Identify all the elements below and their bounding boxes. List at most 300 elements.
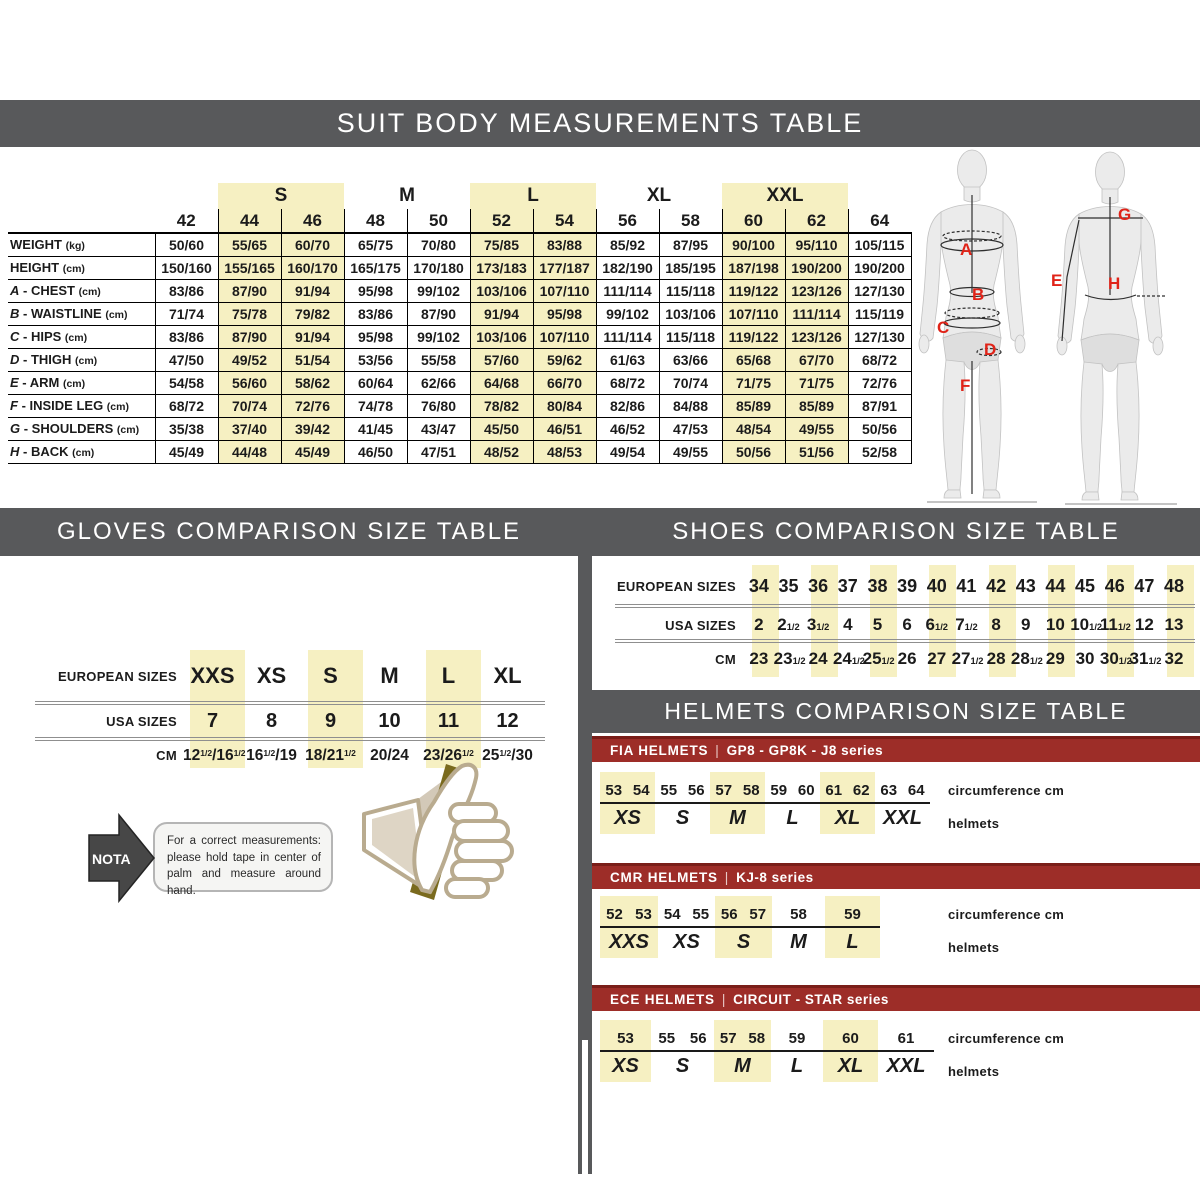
helmet-size-label: XL (834, 806, 861, 829)
suit-value-cell: 50/56 (848, 417, 911, 440)
helmet-circumference-value: 57 (715, 781, 733, 799)
shoes-value-cell: 21/2 (777, 615, 800, 634)
helmet-circumference-values (710, 778, 765, 802)
shoes-value-cell: 271/2 (951, 649, 984, 668)
suit-value-cell: 41/45 (344, 417, 407, 440)
gloves-value-cell: XXS (190, 663, 235, 688)
suit-row-label: C - HIPS (cm) (8, 325, 155, 348)
suit-value-cell: 83/86 (155, 279, 218, 302)
shoes-value-cell: 2 (754, 615, 764, 634)
suit-value-cell: 91/94 (470, 302, 533, 325)
suit-table-row (8, 371, 911, 394)
helmet-circumference-value: 53 (635, 905, 652, 923)
suit-value-cell: 99/102 (596, 302, 659, 325)
suit-value-cell: 87/90 (407, 302, 470, 325)
shoes-value-cell: 46 (1104, 575, 1125, 596)
suit-value-cell: 65/75 (344, 233, 407, 256)
suit-size-header: 56 (596, 209, 659, 233)
suit-value-cell: 46/51 (533, 417, 596, 440)
gloves-row-label: USA SIZES (106, 714, 177, 729)
gloves-value-cell: 9 (324, 710, 337, 732)
shoes-value-cell: 231/2 (773, 649, 806, 668)
suit-value-cell: 103/106 (470, 279, 533, 302)
suit-value-cell: 60/64 (344, 371, 407, 394)
helmet-circumference-value: 54 (632, 781, 650, 799)
suit-value-cell: 83/86 (155, 325, 218, 348)
suit-value-cell: 127/130 (848, 279, 911, 302)
suit-table-row (8, 417, 911, 440)
shoes-value-cell: 4 (843, 615, 853, 634)
helmet-series-bar (592, 736, 1200, 762)
helmet-circumference-values (765, 778, 820, 802)
gloves-value-cell: 20/24 (370, 746, 409, 764)
suit-value-cell: 78/82 (470, 394, 533, 417)
helmets-label: helmets (948, 1064, 1000, 1079)
helmet-size-label: XL (837, 1054, 864, 1077)
helmet-series-name: ECE HELMETS (610, 992, 715, 1007)
helmet-circumference-value: 54 (663, 905, 681, 923)
suit-value-cell: 83/86 (344, 302, 407, 325)
gloves-value-cell: $25^{1/2}/30$ (482, 746, 533, 764)
shoes-value-cell: 5 (872, 615, 883, 634)
suit-value-cell: 190/200 (848, 256, 911, 279)
helmet-size-label: XXL (886, 1054, 926, 1077)
helmet-circumference-value: 55 (660, 781, 678, 799)
gloves-value-cell: L (441, 663, 456, 688)
helmet-circumference-value: 58 (748, 1029, 766, 1047)
suit-size-header: 58 (659, 209, 722, 233)
helmet-circumference-values (878, 1026, 934, 1050)
shoes-value-cell: 31/2 (806, 615, 830, 634)
suit-row-label: D - THIGH (cm) (8, 348, 155, 371)
suit-size-group: L (470, 183, 596, 209)
suit-value-cell: 59/62 (533, 348, 596, 371)
helmet-circumference-values (651, 1026, 714, 1050)
suit-value-cell: 107/110 (533, 325, 596, 348)
suit-value-cell: 155/165 (218, 256, 281, 279)
svg-text:D: D (984, 340, 997, 359)
shoes-row-label: CM (715, 651, 736, 667)
helmet-series-name: FIA HELMETS (610, 743, 709, 758)
suit-value-cell: 47/50 (155, 348, 218, 371)
helmet-circumference-value: 56 (687, 781, 705, 799)
helmet-size-label: S (736, 930, 751, 953)
suit-value-cell: 70/80 (407, 233, 470, 256)
shoes-value-cell: 45 (1075, 575, 1096, 596)
nota-text-box: For a correct measurements: please hold tape in center of palm and measure around hand. (153, 822, 333, 892)
suit-value-cell: 85/92 (596, 233, 659, 256)
suit-table-row (8, 279, 911, 302)
helmet-series-pipe: | (715, 743, 720, 758)
helmet-circumference-value: 64 (907, 781, 925, 799)
gloves-separator (35, 737, 545, 741)
helmet-circumference-value: 58 (742, 781, 760, 799)
suit-value-cell: 49/54 (596, 440, 659, 463)
svg-text:G: G (1118, 205, 1132, 224)
suit-size-header: 44 (218, 209, 281, 233)
suit-value-cell: 64/68 (470, 371, 533, 394)
suit-value-cell: 84/88 (659, 394, 722, 417)
helmet-series-name: CMR HELMETS (610, 870, 718, 885)
svg-text:C: C (937, 318, 950, 337)
shoes-value-cell: 13 (1164, 615, 1184, 634)
suit-value-cell: 123/126 (785, 325, 848, 348)
suit-value-cell: 44/48 (218, 440, 281, 463)
suit-value-cell: 99/102 (407, 279, 470, 302)
gloves-value-cell: S (323, 663, 338, 688)
suit-value-cell: 173/183 (470, 256, 533, 279)
suit-table-row (8, 440, 911, 463)
shoes-value-cell: 9 (1021, 615, 1031, 634)
suit-value-cell: 46/50 (344, 440, 407, 463)
suit-value-cell: 85/89 (722, 394, 785, 417)
suit-header-blank (8, 209, 155, 233)
gloves-value-cell: $18/21^{1/2}$ (305, 746, 356, 764)
circumference-cm-label: circumference cm (948, 783, 1065, 798)
helmet-circumference-value: 62 (852, 781, 870, 799)
suit-value-cell: 45/49 (155, 440, 218, 463)
gloves-title: GLOVES COMPARISON SIZE TABLE (56, 518, 522, 545)
suit-value-cell: 87/95 (659, 233, 722, 256)
suit-value-cell: 95/110 (785, 233, 848, 256)
suit-value-cell: 165/175 (344, 256, 407, 279)
suit-value-cell: 177/187 (533, 256, 596, 279)
shoes-value-cell: 27 (927, 649, 947, 668)
suit-value-cell: 68/72 (848, 348, 911, 371)
circumference-cm-label: circumference cm (948, 1031, 1065, 1046)
suit-value-cell: 87/90 (218, 325, 281, 348)
helmet-series-pipe: | (724, 870, 730, 885)
suit-value-cell: 115/118 (659, 279, 722, 302)
suit-size-header: 48 (344, 209, 407, 233)
suit-row-label: A - CHEST (cm) (8, 279, 155, 302)
gloves-value-cell: 8 (265, 710, 278, 732)
helmet-size-label: L (790, 1054, 804, 1077)
gloves-value-cell: M (380, 663, 399, 688)
section-divider (578, 508, 592, 1174)
shoes-value-cell: 28 (986, 649, 1006, 668)
shoes-title: SHOES COMPARISON SIZE TABLE (672, 518, 1120, 545)
shoes-value-cell: 23 (749, 649, 769, 668)
shoes-value-cell: 37 (837, 575, 858, 596)
suit-row-label: B - WAISTLINE (cm) (8, 302, 155, 325)
suit-value-cell: 46/52 (596, 417, 659, 440)
helmet-circumference-value: 57 (719, 1029, 737, 1047)
helmet-underline (600, 926, 880, 928)
suit-value-cell: 83/88 (533, 233, 596, 256)
suit-value-cell: 61/63 (596, 348, 659, 371)
suit-value-cell: 127/130 (848, 325, 911, 348)
suit-value-cell: 82/86 (596, 394, 659, 417)
suit-value-cell: 50/56 (722, 440, 785, 463)
suit-header-blank (8, 183, 155, 209)
gloves-value-cell: 12 (496, 710, 519, 732)
suit-value-cell: 72/76 (281, 394, 344, 417)
suit-value-cell: 75/85 (470, 233, 533, 256)
gloves-value-cell: 7 (206, 710, 219, 732)
helmet-circumference-value: 61 (897, 1029, 915, 1047)
suit-value-cell: 90/100 (722, 233, 785, 256)
helmet-circumference-values (655, 778, 710, 802)
helmet-size-label: XXS (608, 930, 650, 953)
suit-value-cell: 80/84 (533, 394, 596, 417)
suit-value-cell: 79/82 (281, 302, 344, 325)
suit-table-row (8, 233, 911, 256)
helmet-circumference-value: 56 (689, 1029, 707, 1047)
suit-value-cell: 70/74 (218, 394, 281, 417)
suit-value-cell: 39/42 (281, 417, 344, 440)
helmet-circumference-value: 56 (720, 905, 738, 923)
helmet-circumference-values (772, 902, 825, 926)
suit-value-cell: 68/72 (155, 394, 218, 417)
suit-value-cell: 74/78 (344, 394, 407, 417)
helmet-circumference-values (825, 902, 880, 926)
suit-value-cell: 103/106 (470, 325, 533, 348)
shoes-separator (615, 604, 1195, 608)
suit-value-cell: 103/106 (659, 302, 722, 325)
suit-value-cell: 54/58 (155, 371, 218, 394)
svg-text:H: H (1108, 274, 1121, 293)
helmet-circumference-value: 60 (842, 1029, 859, 1047)
helmet-series-bar (592, 985, 1200, 1011)
suit-value-cell: 91/94 (281, 325, 344, 348)
shoes-row (592, 610, 1200, 640)
helmet-circumference-value: 59 (770, 781, 788, 799)
shoes-value-cell: 42 (986, 575, 1007, 596)
suit-value-cell: 119/122 (722, 279, 785, 302)
suit-size-group (848, 183, 911, 209)
suit-value-cell: 190/200 (785, 256, 848, 279)
suit-table-row (8, 256, 911, 279)
suit-size-header: 62 (785, 209, 848, 233)
shoes-row (592, 570, 1200, 602)
gloves-value-cell: $23/26^{1/2}$ (423, 746, 474, 764)
gloves-value-cell: 10 (378, 710, 401, 732)
suit-value-cell: 111/114 (596, 325, 659, 348)
suit-value-cell: 85/89 (785, 394, 848, 417)
suit-row-label: WEIGHT (kg) (8, 233, 155, 256)
shoes-value-cell: 8 (991, 615, 1001, 634)
suit-value-cell: 95/98 (344, 325, 407, 348)
suit-value-cell: 49/55 (659, 440, 722, 463)
gloves-row-label: CM (156, 748, 177, 763)
suit-value-cell: 87/90 (218, 279, 281, 302)
suit-value-cell: 55/58 (407, 348, 470, 371)
suit-row-label: G - SHOULDERS (cm) (8, 417, 155, 440)
shoes-value-cell: 30 (1075, 649, 1095, 668)
helmet-size-label: L (846, 930, 859, 953)
suit-table-row (8, 394, 911, 417)
helmet-circumference-values (600, 902, 658, 926)
gloves-value-cell: XL (493, 663, 522, 688)
helmet-circumference-values (600, 1026, 651, 1050)
gloves-row-label: EUROPEAN SIZES (57, 668, 177, 684)
helmet-circumference-value: 59 (844, 905, 861, 923)
shoes-value-cell: 71/2 (955, 615, 978, 634)
suit-size-header: 50 (407, 209, 470, 233)
helmet-circumference-values (600, 778, 655, 802)
helmet-size-label: M (729, 806, 746, 829)
shoes-value-cell: 40 (926, 575, 947, 596)
suit-value-cell: 47/51 (407, 440, 470, 463)
suit-value-cell: 49/55 (785, 417, 848, 440)
shoes-value-cell: 36 (808, 575, 829, 596)
suit-value-cell: 60/70 (281, 233, 344, 256)
suit-value-cell: 53/56 (344, 348, 407, 371)
suit-size-group (155, 183, 218, 209)
helmet-size-label: M (790, 930, 807, 953)
shoes-value-cell: 43 (1015, 575, 1036, 596)
suit-value-cell: 91/94 (281, 279, 344, 302)
suit-value-cell: 185/195 (659, 256, 722, 279)
shoes-value-cell: 101/2 (1070, 615, 1103, 634)
suit-value-cell: 99/102 (407, 325, 470, 348)
suit-size-header: 52 (470, 209, 533, 233)
suit-value-cell: 71/75 (722, 371, 785, 394)
suit-value-cell: 75/78 (218, 302, 281, 325)
suit-value-cell: 105/115 (848, 233, 911, 256)
suit-value-cell: 72/76 (848, 371, 911, 394)
helmet-circumference-value: 53 (605, 781, 623, 799)
suit-size-header: 46 (281, 209, 344, 233)
helmet-size-label: XXL (883, 806, 922, 829)
shoes-row (592, 644, 1200, 674)
hand-measure-icon (356, 758, 526, 908)
suit-value-cell: 62/66 (407, 371, 470, 394)
shoes-value-cell: 26 (897, 649, 917, 668)
suit-value-cell: 70/74 (659, 371, 722, 394)
suit-value-cell: 71/74 (155, 302, 218, 325)
shoes-value-cell: 111/2 (1099, 615, 1131, 634)
suit-table-row (8, 325, 911, 348)
shoes-value-cell: 301/2 (1099, 649, 1132, 668)
suit-row-label: H - BACK (cm) (8, 440, 155, 463)
suit-value-cell: 95/98 (344, 279, 407, 302)
suit-value-cell: 56/60 (218, 371, 281, 394)
gloves-separator (35, 701, 545, 705)
helmet-series-detail: GP8 - GP8K - J8 series (726, 743, 884, 758)
suit-value-cell: 51/56 (785, 440, 848, 463)
shoes-value-cell: 12 (1134, 615, 1154, 634)
helmet-size-label: XS (673, 930, 700, 953)
suit-value-cell: 111/114 (785, 302, 848, 325)
suit-value-cell: 37/40 (218, 417, 281, 440)
suit-size-header: 42 (155, 209, 218, 233)
suit-value-cell: 58/62 (281, 371, 344, 394)
suit-value-cell: 123/126 (785, 279, 848, 302)
helmet-circumference-value: 53 (617, 1029, 634, 1047)
helmet-circumference-values (715, 902, 772, 926)
suit-value-cell: 115/118 (659, 325, 722, 348)
svg-text:A: A (960, 240, 973, 259)
helmet-circumference-value: 63 (880, 781, 898, 799)
shoes-value-cell: 29 (1045, 649, 1065, 668)
suit-value-cell: 35/38 (155, 417, 218, 440)
suit-value-cell: 87/91 (848, 394, 911, 417)
svg-text:E: E (1051, 271, 1063, 290)
shoes-value-cell: 241/2 (832, 649, 865, 668)
suit-value-cell: 111/114 (596, 279, 659, 302)
shoes-row-label: EUROPEAN SIZES (616, 578, 736, 594)
suit-size-header: 60 (722, 209, 785, 233)
suit-value-cell: 45/49 (281, 440, 344, 463)
suit-value-cell: 68/72 (596, 371, 659, 394)
helmet-circumference-values (771, 1026, 823, 1050)
suit-row-label: F - INSIDE LEG (cm) (8, 394, 155, 417)
mannequin-figures (915, 145, 1200, 507)
svg-text:F: F (960, 376, 971, 395)
helmet-circumference-value: 55 (658, 1029, 676, 1047)
suit-value-cell: 48/52 (470, 440, 533, 463)
suit-value-cell: 45/50 (470, 417, 533, 440)
suit-value-cell: 150/160 (155, 256, 218, 279)
shoes-title-bar (592, 508, 1200, 556)
suit-value-cell: 49/52 (218, 348, 281, 371)
suit-value-cell: 71/75 (785, 371, 848, 394)
gloves-row (0, 652, 578, 700)
suit-size-group: XL (646, 185, 672, 206)
helmet-size-label: L (786, 806, 799, 829)
shoes-value-cell: 44 (1045, 575, 1066, 596)
gloves-value-cell: $16^{1/2}/19$ (246, 746, 297, 764)
suit-value-cell: 52/58 (848, 440, 911, 463)
helmets-label: helmets (948, 816, 1000, 831)
suit-value-cell: 160/170 (281, 256, 344, 279)
suit-table-row (8, 348, 911, 371)
gloves-value-cell: XS (256, 663, 287, 688)
helmets-title-bar (592, 690, 1200, 733)
shoes-value-cell: 41 (956, 575, 977, 596)
suit-value-cell: 63/66 (659, 348, 722, 371)
shoes-value-cell: 281/2 (1010, 649, 1043, 668)
suit-value-cell: 51/54 (281, 348, 344, 371)
helmets-label: helmets (948, 940, 1000, 955)
suit-size-header: 64 (848, 209, 911, 233)
suit-value-cell: 48/54 (722, 417, 785, 440)
helmet-circumference-value: 58 (790, 905, 807, 923)
helmet-size-label: S (675, 1054, 690, 1077)
shoes-value-cell: 311/2 (1129, 649, 1162, 668)
shoes-value-cell: 32 (1164, 649, 1184, 668)
suit-value-cell: 170/180 (407, 256, 470, 279)
helmet-underline (600, 802, 930, 804)
shoes-value-cell: 24 (808, 649, 828, 668)
suit-table-row (8, 302, 911, 325)
helmet-series-pipe: | (721, 992, 727, 1007)
suit-value-cell: 107/110 (533, 279, 596, 302)
shoes-value-cell: 34 (748, 575, 769, 596)
shoes-value-cell: 10 (1045, 615, 1065, 634)
helmet-size-label: S (675, 806, 690, 829)
helmet-series-bar (592, 863, 1200, 889)
gloves-value-cell: 11 (437, 710, 460, 732)
gloves-row (0, 706, 578, 737)
nota-arrow (88, 812, 156, 904)
helmet-circumference-value: 60 (797, 781, 815, 799)
gloves-value-cell: $12^{1/2}/16^{1/2}$ (183, 746, 246, 764)
suit-value-cell: 47/53 (659, 417, 722, 440)
suit-size-group: M (399, 185, 415, 206)
shoes-value-cell: 61/2 (925, 615, 948, 634)
shoes-value-cell: 35 (778, 575, 799, 596)
suit-value-cell: 76/80 (407, 394, 470, 417)
gloves-title-bar (0, 508, 578, 556)
suit-value-cell: 119/122 (722, 325, 785, 348)
suit-row-label: HEIGHT (cm) (8, 256, 155, 279)
helmet-circumference-value: 52 (606, 905, 623, 923)
helmet-circumference-value: 61 (825, 781, 843, 799)
suit-value-cell: 48/53 (533, 440, 596, 463)
